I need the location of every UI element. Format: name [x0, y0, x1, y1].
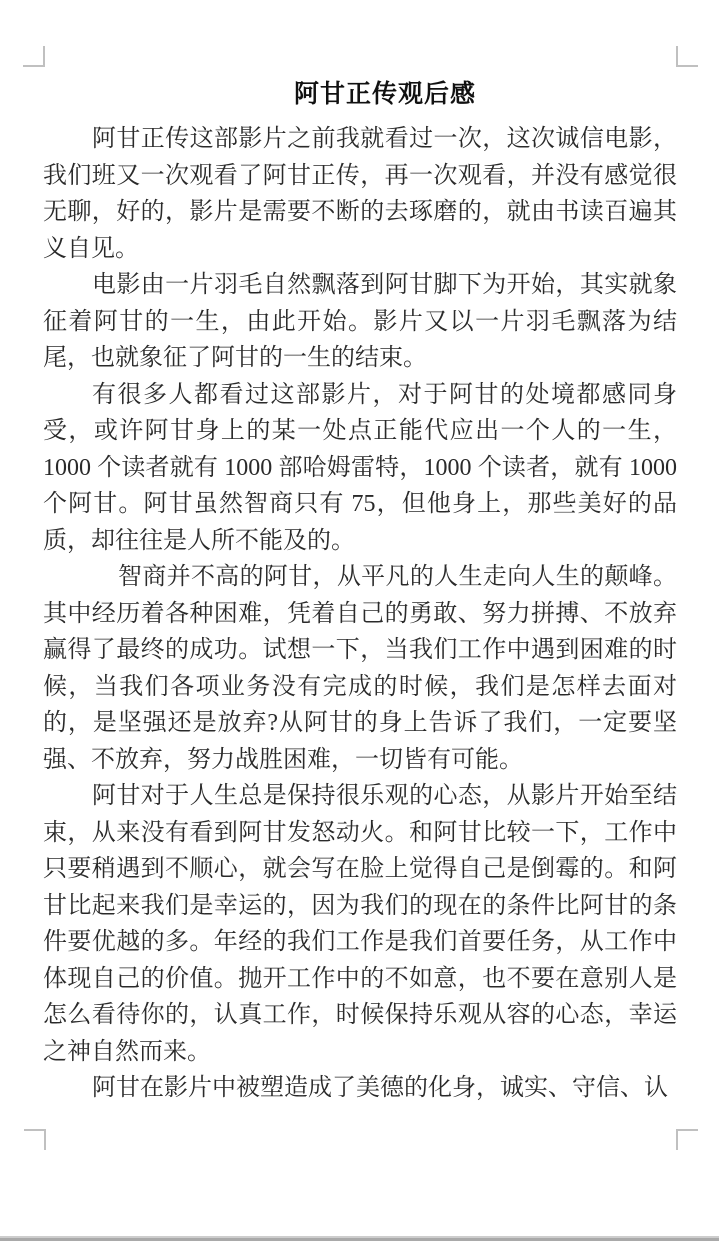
paragraph[interactable]: 阿甘在影片中被塑造成了美德的化身，诚实、守信、认 — [92, 1075, 668, 1101]
paragraph[interactable]: 有很多人都看过这部影片，对于阿甘的处境都感同身受，或许阿甘身上的某一处点正能代应出一个人的一生，1000 个读者就有 1000 部哈姆雷特，1000 个读者，就有 1000 个阿甘。阿甘虽然智商只有 75，但他身上，那些美好的品质，却往往是人所不能及的。 — [43, 381, 677, 554]
paragraph[interactable]: 阿甘正传这部影片之前我就看过一次，这次诚信电影，我们班又一次观看了阿甘正传，再一次观看，并没有感觉很无聊，好的，影片是需要不断的去琢磨的，就由书读百遍其义自见。 — [43, 126, 677, 262]
document-body[interactable] — [43, 121, 677, 1107]
paragraph[interactable]: 智商并不高的阿甘，从平凡的人生走向人生的颠峰。其中经历着各种困难，凭着自己的勇敢、努力拼搏、不放弃赢得了最终的成功。试想一下，当我们工作中遇到困难的时候，当我们各项业务没有完成的时候，我们是怎样去面对的，是坚强还是放弃?从阿甘的身上告诉了我们，一定要坚强、不放弃，努力战胜困难，一切皆有可能。 — [43, 564, 677, 773]
paragraph[interactable]: 阿甘对于人生总是保持很乐观的心态，从影片开始至结束，从来没有看到阿甘发怒动火。和阿甘比较一下，工作中只要稍遇到不顺心，就会写在脸上觉得自己是倒霉的。和阿甘比起来我们是幸运的，因为我们的现在的条件比阿甘的条件要优越的多。年经的我们工作是我们首要任务，从工作中体现自己的价值。抛开工作中的不如意，也不要在意别人是怎么看待你的，认真工作，时候保持乐观从容的心态，幸运之神自然而来。 — [43, 783, 677, 1065]
crop-mark-top-right — [676, 46, 698, 67]
paragraph[interactable]: 电影由一片羽毛自然飘落到阿甘脚下为开始，其实就象征着阿甘的一生，由此开始。影片又以一片羽毛飘落为结尾，也就象征了阿甘的一生的结束。 — [43, 272, 677, 371]
crop-mark-bottom-left — [24, 1129, 46, 1150]
crop-mark-top-left — [23, 46, 45, 67]
crop-mark-bottom-right — [676, 1129, 698, 1150]
document-title[interactable]: 阿甘正传观后感 — [293, 80, 476, 108]
